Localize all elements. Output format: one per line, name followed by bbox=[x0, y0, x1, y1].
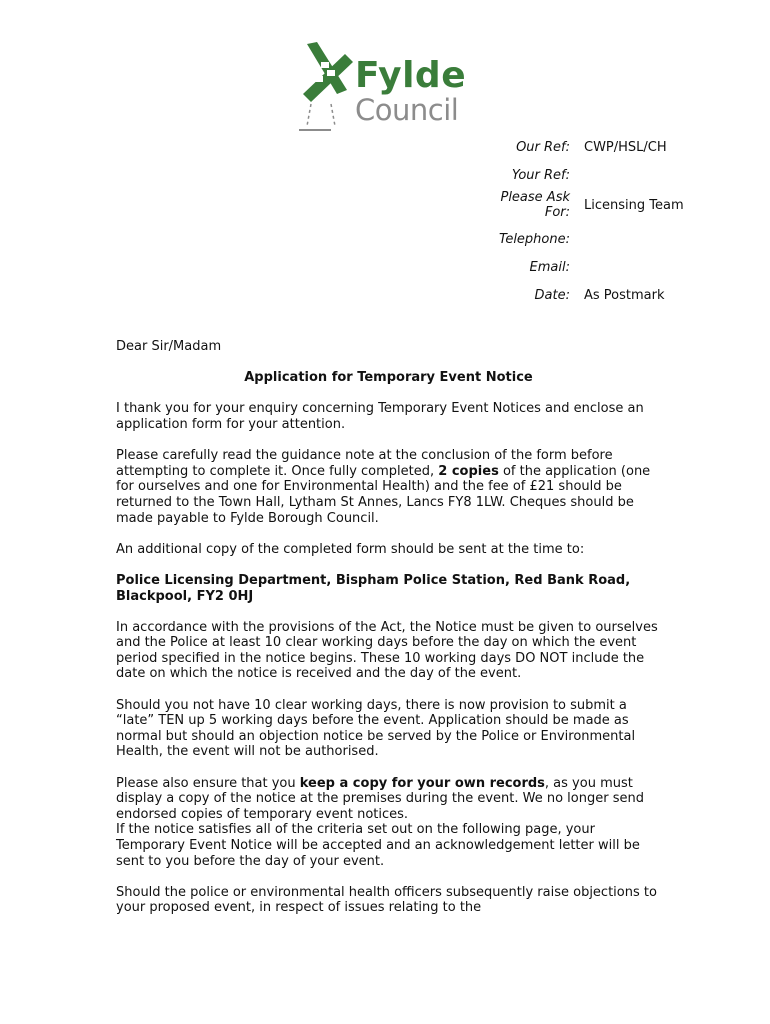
ref-label: Email: bbox=[529, 259, 570, 275]
logo-text-council: Council bbox=[355, 93, 459, 127]
paragraph: I thank you for your enquiry concerning Temporary Event Notices and enclose an application form for your attention. bbox=[116, 401, 644, 432]
ref-value: Licensing Team bbox=[584, 197, 684, 213]
letter-body bbox=[116, 339, 661, 932]
ref-row-your-ref bbox=[440, 166, 740, 184]
text-run: of the application (one for ourselves and one for Environmental Health) and the fee of £21 should be returned to the Town Hall, Lytham St Annes, Lancs FY8 1LW. Cheques should be made payable to Fylde Borough Council. bbox=[116, 463, 651, 526]
ref-row-our-ref bbox=[440, 138, 740, 156]
windmill-icon bbox=[297, 40, 355, 132]
paragraph: An additional copy of the completed form should be sent at the time to: bbox=[116, 541, 585, 557]
ref-row-please-ask bbox=[440, 188, 740, 222]
reference-block bbox=[440, 138, 740, 304]
ref-label: Telephone: bbox=[498, 231, 570, 247]
fylde-council-logo bbox=[297, 40, 477, 132]
ref-label bbox=[440, 190, 570, 220]
ref-label: Our Ref: bbox=[516, 139, 570, 155]
ref-row-email bbox=[440, 258, 740, 276]
paragraph: Should the police or environmental health officers subsequently raise objections to your proposed event, in respect of issues relating to the bbox=[116, 884, 657, 916]
text-run-bold: keep a copy for your own records bbox=[299, 775, 545, 791]
paragraph: In accordance with the provisions of the Act, the Notice must be given to ourselves and the Police at least 10 clear working days before the day on which the event period specified in the notice begins. These 10 working days DO NOT include the date on which the notice is received and the day of the event. bbox=[116, 619, 658, 682]
ref-label: Date: bbox=[534, 287, 570, 303]
salutation: Dear Sir/Madam bbox=[116, 339, 222, 354]
ref-row-date bbox=[440, 286, 740, 304]
ref-row-telephone bbox=[440, 230, 740, 248]
letter-title: Application for Temporary Event Notice bbox=[244, 370, 533, 386]
ref-value: CWP/HSL/CH bbox=[584, 139, 667, 155]
paragraph bbox=[116, 448, 661, 526]
ref-label: Your Ref: bbox=[511, 167, 570, 183]
ref-label-line: For: bbox=[544, 205, 570, 220]
ref-value: As Postmark bbox=[584, 287, 665, 303]
text-run: Please also ensure that you bbox=[116, 775, 300, 791]
paragraph: Should you not have 10 clear working days, there is now provision to submit a “late” TEN up 5 working days before the event. Application should be made as normal but should an objection notice be served by the Police or Environmental Health, the event will not be authorised. bbox=[116, 697, 636, 760]
paragraph bbox=[116, 776, 661, 870]
ref-label-line: Please Ask bbox=[500, 190, 570, 205]
logo-text-fylde: Fylde bbox=[355, 55, 467, 96]
text-run: Please carefully read the guidance note at the conclusion of the form before attempting to complete it. Once fully completed, bbox=[116, 448, 613, 479]
text-run: , as you must display a copy of the notice at the premises during the event. We no longer send endorsed copies of temporary event notices. bbox=[116, 775, 644, 822]
police-address: Police Licensing Department, Bispham Police Station, Red Bank Road, Blackpool, FY2 0HJ bbox=[116, 572, 631, 604]
text-run: If the notice satisfies all of the criteria set out on the following page, your Temporary Event Notice will be accepted and an acknowledgement letter will be sent to you before the day of your event. bbox=[116, 822, 640, 869]
text-run-bold: 2 copies bbox=[438, 463, 499, 479]
